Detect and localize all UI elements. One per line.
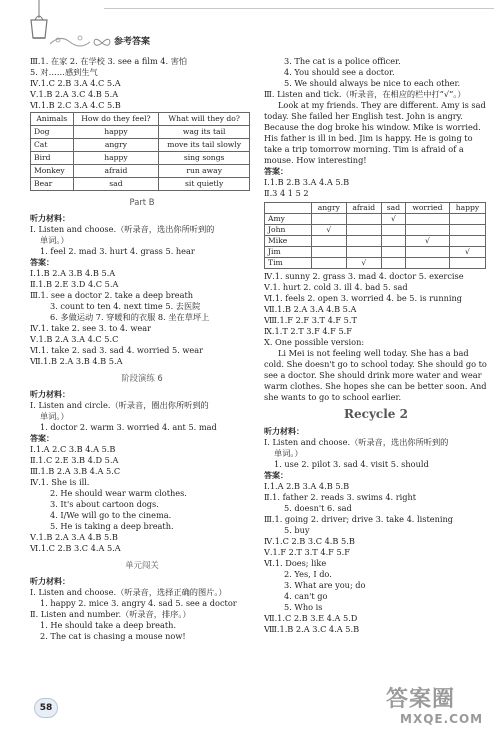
table-row [265, 247, 486, 258]
answer-line: Ⅵ.1.C 2.B 3.C 4.A 5.A [30, 543, 121, 553]
table-cell: John [265, 225, 312, 236]
table-cell [449, 214, 485, 225]
answer-line: 听力材料： [30, 577, 70, 586]
table-row [265, 236, 486, 247]
table-cell: run away [159, 165, 250, 178]
writing-sample: Li Mei is not feeling well today. She has a bad cold. She doesn't go to school today. She should go to see a doctor. She should drink more water and wear warm clothes. She hopes she can be better soon. And she wants to go to school earlier. [264, 348, 487, 402]
answer-line: 3. It's about cartoon dogs. [50, 499, 159, 509]
table-cell: √ [381, 214, 405, 225]
answer-line: 5. 对……感到生气 [30, 67, 98, 77]
left-column [30, 56, 254, 642]
table-cell [405, 247, 449, 258]
answer-line: Ⅸ.1.T 2.T 3.F 4.F 5.F [264, 326, 352, 336]
answer-line: Ⅴ.1.B 2.A 3.A 4.C 5.C [30, 334, 119, 344]
table-cell [381, 225, 405, 236]
answer-line: 5. Who is [284, 602, 323, 612]
answer-line: Ⅳ.1. take 2. see 3. to 4. wear [30, 323, 151, 333]
column-header: happy [449, 203, 485, 214]
table-cell: happy [73, 152, 159, 165]
answer-line: Ⅴ.1.F 2.T 3.T 4.F 5.F [264, 547, 350, 557]
answer-line: 听力材料： [264, 427, 304, 436]
table-row [31, 165, 250, 178]
table-cell: √ [405, 236, 449, 247]
answer-line: 5. buy [284, 525, 310, 535]
answer-line: Ⅳ.1. sunny 2. grass 3. mad 4. doctor 5. exercise [264, 271, 464, 281]
table-cell: √ [346, 258, 381, 269]
table-cell: √ [312, 225, 347, 236]
answer-line: Ⅰ.1.A 2.B 3.A 4.B 5.B [264, 481, 350, 491]
answer-line: Ⅰ.1.B 2.A 3.B 4.B 5.A [30, 268, 116, 278]
table-row [31, 126, 250, 139]
answer-line: 5. He is taking a deep breath. [50, 521, 174, 531]
answer-line: 2. The cat is chasing a mouse now! [40, 631, 186, 641]
part-b-title: Part B [129, 197, 155, 207]
table-row [265, 258, 486, 269]
answer-line: 答案： [264, 167, 288, 176]
table-cell [449, 236, 485, 247]
answer-line: Ⅳ.1.C 2.B 3.A 4.C 5.A [30, 78, 121, 88]
answer-line: Ⅰ. Listen and choose.（听录音，选出你所听到的 [264, 437, 449, 447]
answer-line: Ⅲ.1. 在家 2. 在学校 3. see a film 4. 害怕 [30, 56, 188, 66]
answer-line: Ⅴ.1. hurt 2. cold 3. ill 4. bad 5. sad [264, 282, 408, 292]
answer-line: Ⅱ.3 4 1 5 2 [264, 188, 309, 198]
recycle-2-answers [264, 426, 488, 635]
table-cell [312, 214, 347, 225]
table-cell: Bird [31, 152, 74, 165]
watermark-text: 答案圈 [386, 687, 456, 712]
column-header: worried [405, 203, 449, 214]
answer-line: 答案： [30, 434, 54, 443]
table-cell [312, 247, 347, 258]
table-cell: Monkey [31, 165, 74, 178]
feelings-table-header [265, 203, 486, 214]
answer-line: 答案： [264, 471, 288, 480]
column-header: How do they feel? [73, 113, 159, 126]
animals-table [30, 112, 250, 191]
answer-line: 答案： [30, 258, 54, 267]
answer-line: Ⅲ.1. going 2. driver; drive 3. take 4. listening [264, 514, 453, 524]
answer-line: Ⅰ. Listen and choose.（听录音，选出你所听到的 [30, 224, 215, 234]
answer-line: 5. doesn't 6. sad [284, 503, 352, 513]
answer-line: 单词。） [40, 411, 69, 421]
table-cell [449, 258, 485, 269]
watermark-logo [386, 688, 496, 736]
page-number: 58 [34, 698, 58, 718]
right-column [264, 56, 488, 635]
table-cell [381, 236, 405, 247]
unit-test-title: 单元闯关 [125, 560, 159, 570]
watermark-url: MXQE.COM [400, 712, 484, 726]
feelings-table-body [265, 214, 486, 269]
animals-table-body [31, 126, 250, 191]
answer-line: 5. We should always be nice to each other. [284, 78, 461, 88]
header-title: 参考答案 [114, 37, 151, 47]
answer-line: 单词。） [274, 448, 303, 458]
answer-line: 单词。） [40, 235, 69, 245]
answer-line: Ⅶ.1.B 2.A 3.A 4.B 5.A [264, 304, 357, 314]
table-cell: Cat [31, 139, 74, 152]
column-header: Animals [31, 113, 74, 126]
table-cell: sing songs [159, 152, 250, 165]
table-cell: angry [73, 139, 159, 152]
table-cell [449, 225, 485, 236]
table-row [31, 139, 250, 152]
recycle-2-title: Recycle 2 [344, 407, 408, 421]
column-header: What will they do? [159, 113, 250, 126]
table-cell [405, 214, 449, 225]
table-cell [405, 225, 449, 236]
table-cell: Amy [265, 214, 312, 225]
table-cell [346, 247, 381, 258]
answer-line: Ⅰ. Listen and choose.（听录音，选择正确的图片。） [30, 587, 227, 597]
column-header [265, 203, 312, 214]
answer-line: Ⅵ.1.B 2.C 3.A 4.C 5.B [30, 100, 121, 110]
table-row [265, 214, 486, 225]
answer-line: 1. use 2. pilot 3. sad 4. visit 5. should [274, 459, 429, 469]
answer-line: 6. 多做运动 7. 穿暖和的衣服 8. 坐在草坪上 [50, 312, 210, 322]
answer-line: Ⅵ.1. Does; like [264, 558, 327, 568]
part-b-answers [30, 213, 254, 367]
table-cell [346, 214, 381, 225]
table-cell [381, 247, 405, 258]
answer-line: 1. doctor 2. warm 3. worried 4. ant 5. mad [40, 422, 217, 432]
answer-line: Ⅷ.1.B 2.A 3.C 4.A 5.B [264, 624, 360, 634]
answer-line: 1. He should take a deep breath. [40, 620, 177, 630]
answer-line: 2. Yes, I do. [284, 569, 332, 579]
table-cell: √ [449, 247, 485, 258]
right-answers-2 [264, 271, 488, 348]
right-answers-1 [264, 166, 488, 199]
answer-line: Ⅴ.1.B 2.A 3.A 4.B 5.B [30, 532, 118, 542]
answer-line: 4. I/We will go to the cinema. [50, 510, 172, 520]
answer-line: Ⅲ.1.B 2.A 3.B 4.A 5.C [30, 466, 121, 476]
stage-practice-title: 阶段演练 6 [121, 373, 163, 383]
stage-practice-answers [30, 389, 254, 554]
answer-line: Ⅱ.1. father 2. reads 3. swims 4. right [264, 492, 417, 502]
answer-line: 4. You should see a doctor. [284, 67, 395, 77]
page-header [0, 0, 500, 52]
table-cell [346, 225, 381, 236]
left-top-answers [30, 56, 254, 111]
animals-table-header [31, 113, 250, 126]
table-cell: afraid [73, 165, 159, 178]
answer-line: Ⅵ.1. feels 2. open 3. worried 4. be 5. is running [264, 293, 462, 303]
table-cell [405, 258, 449, 269]
table-row [31, 152, 250, 165]
table-cell: Jim [265, 247, 312, 258]
table-cell: happy [73, 126, 159, 139]
answer-line: Ⅱ.1.B 2.E 3.D 4.C 5.A [30, 279, 119, 289]
table-cell [346, 236, 381, 247]
table-cell: Mike [265, 236, 312, 247]
answer-line: 听力材料： [30, 214, 70, 223]
table-cell [312, 258, 347, 269]
answer-line: Ⅰ.1.A 2.C 3.B 4.A 5.B [30, 444, 116, 454]
answer-line: Ⅷ.1.F 2.F 3.T 4.F 5.T [264, 315, 357, 325]
table-cell: wag its tail [159, 126, 250, 139]
butterfly-icon [92, 36, 112, 50]
answer-line: Ⅲ. Listen and tick.（听录音，在相应的栏中打“√”。） [264, 89, 466, 99]
answer-line: 2. He should wear warm clothes. [50, 488, 187, 498]
answer-line: Ⅴ.1.B 2.A 3.C 4.B 5.A [30, 89, 119, 99]
column-header: afraid [346, 203, 381, 214]
answer-line: Ⅶ.1.B 2.A 3.B 4.B 5.A [30, 356, 123, 366]
answer-line: Ⅳ.1. She is ill. [30, 477, 90, 487]
answer-line: 1. happy 2. mice 3. angry 4. sad 5. see a doctor [40, 598, 237, 608]
answer-line: Ⅱ.1.C 2.E 3.B 4.D 5.A [30, 455, 119, 465]
header-rule [104, 8, 494, 9]
table-cell: Bear [31, 178, 74, 191]
answer-line: 1. feel 2. mad 3. hurt 4. grass 5. hear [40, 246, 195, 256]
feelings-tick-table [264, 202, 486, 269]
table-row [265, 225, 486, 236]
answer-line: Ⅵ.1. take 2. sad 3. sad 4. worried 5. wear [30, 345, 204, 355]
right-top-answers [264, 56, 488, 100]
answer-line: 3. The cat is a police officer. [284, 56, 401, 66]
answer-line: Ⅱ. Listen and number.（听录音，排序。） [30, 609, 191, 619]
table-cell: sad [73, 178, 159, 191]
table-row [31, 178, 250, 191]
answer-line: Ⅰ. Listen and circle.（听录音，圈出你所听到的 [30, 400, 209, 410]
table-cell: move its tail slowly [159, 139, 250, 152]
answer-line: 3. count to ten 4. next time 5. 去医院 [50, 301, 201, 311]
answer-line: Ⅹ. One possible version: [264, 337, 365, 347]
table-cell [312, 236, 347, 247]
answer-line: 4. can't go [284, 591, 328, 601]
answer-line: 听力材料： [30, 390, 70, 399]
answer-line: Ⅳ.1.C 2.B 3.C 4.B 5.B [264, 536, 355, 546]
answer-line: Ⅶ.1.C 2.B 3.E 4.A 5.D [264, 613, 358, 623]
table-cell: Dog [31, 126, 74, 139]
unit-test-answers [30, 576, 254, 642]
answer-line: Ⅰ.1.B 2.B 3.A 4.A 5.B [264, 177, 350, 187]
answer-line: Ⅲ.1. see a doctor 2. take a deep breath [30, 290, 194, 300]
column-header: sad [381, 203, 405, 214]
column-header: angry [312, 203, 347, 214]
table-cell: Tim [265, 258, 312, 269]
table-cell [381, 258, 405, 269]
table-cell: sit quietly [159, 178, 250, 191]
lamp-icon [26, 0, 52, 50]
answer-line: 3. What are you; do [284, 580, 366, 590]
listening-passage: Look at my friends. They are different. Amy is sad today. She failed her English test. John is angry. Because the dog broke his window. Mike is worried. His father is ill in bed. Jim is happy. He is going to take a trip tomorrow morning. Tim is afraid of a mouse. How interesting! [264, 100, 486, 165]
